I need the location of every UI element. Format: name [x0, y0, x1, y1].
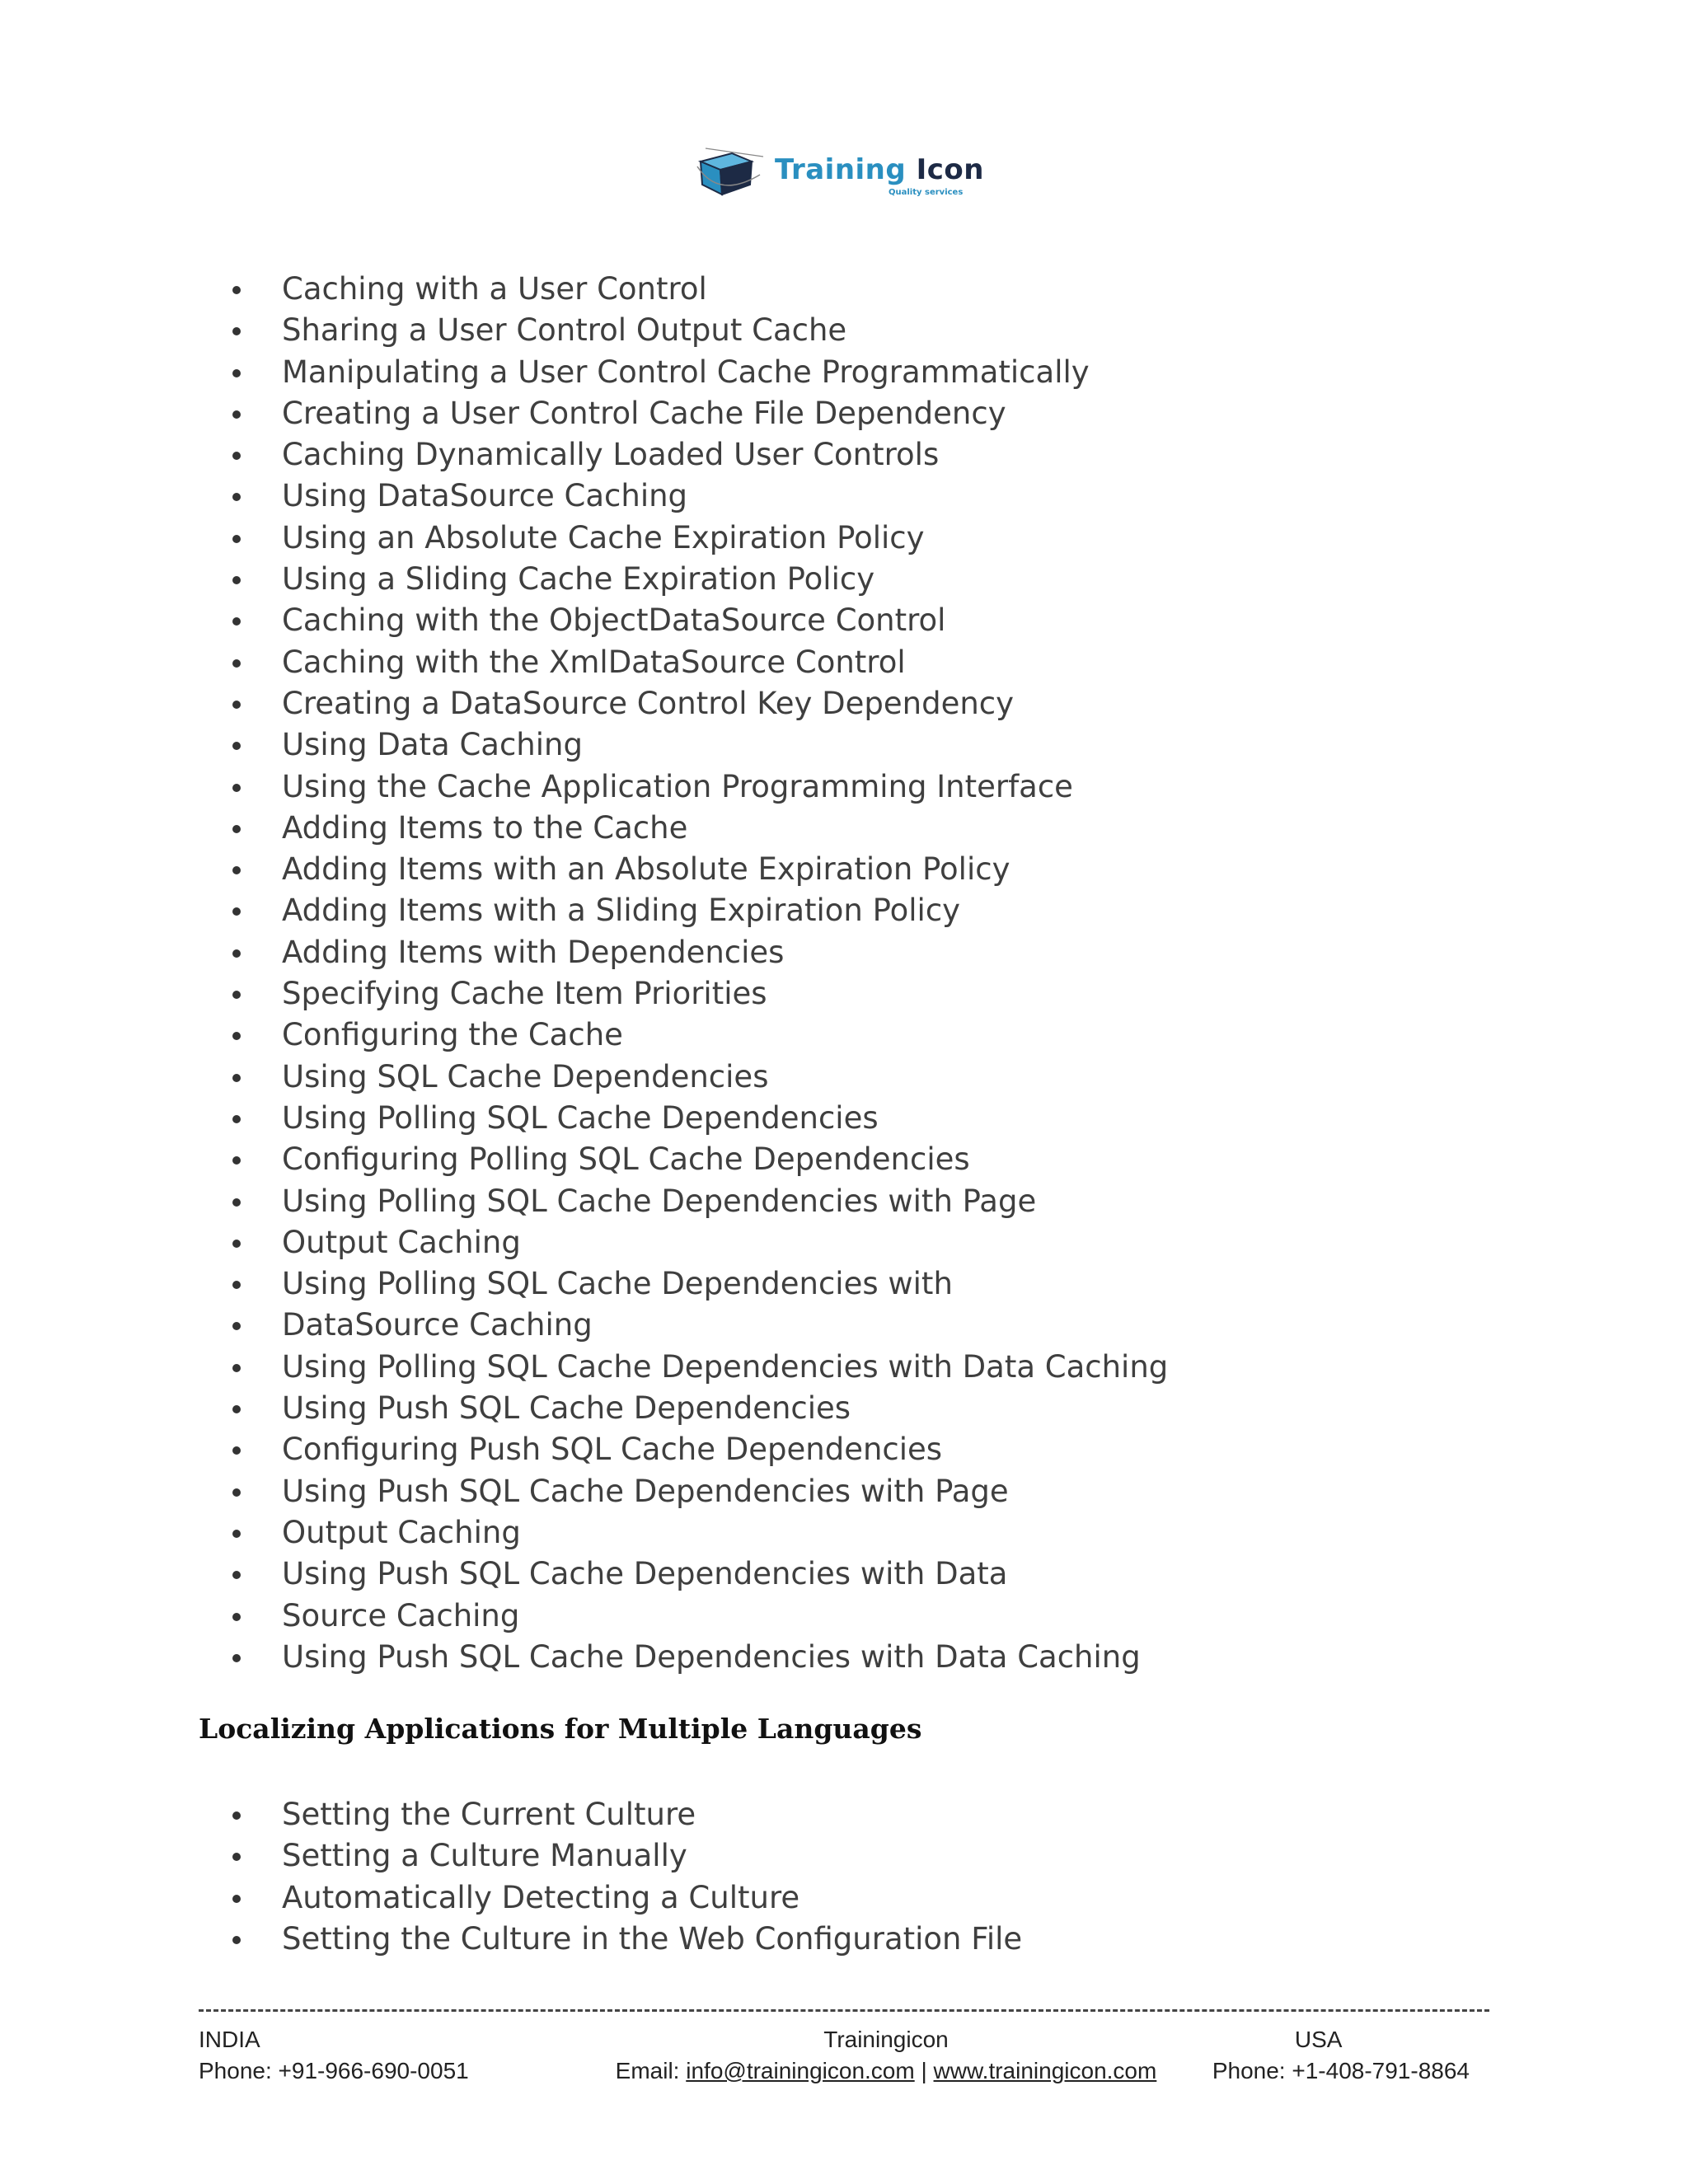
bullet-icon [232, 701, 241, 709]
bullet-icon [232, 1530, 241, 1538]
list-item-text: Using Polling SQL Cache Dependencies with Page [282, 1183, 1037, 1219]
bullet-icon [232, 742, 241, 750]
list-item [232, 766, 1168, 808]
bullet-icon [232, 1895, 241, 1903]
bullet-icon [232, 369, 241, 377]
list-item-text: Caching Dynamically Loaded User Controls [282, 437, 940, 473]
footer-usa [1212, 2024, 1470, 2087]
bullet-icon [232, 452, 241, 460]
list-item [232, 1305, 1168, 1346]
list-item [232, 559, 1168, 600]
logo-tagline: Quality services [889, 188, 964, 197]
footer-contact-line [598, 2055, 1175, 2087]
bullet-icon [232, 576, 241, 584]
list-item [232, 1919, 1022, 1960]
list-item-text: Using Push SQL Cache Dependencies with Data Caching [282, 1638, 1141, 1675]
list-item [232, 683, 1168, 724]
list-item [232, 1347, 1168, 1388]
bullet-icon [232, 1281, 241, 1289]
list-item [232, 724, 1168, 766]
bullet-icon [232, 1405, 241, 1413]
bullet-icon [232, 784, 241, 792]
bullet-icon [232, 1853, 241, 1861]
list-item [232, 310, 1168, 351]
logo-word-training: Training [775, 153, 907, 186]
training-icon-logo [694, 142, 984, 203]
bullet-icon [232, 949, 241, 958]
bullet-icon [232, 1240, 241, 1248]
list-item [232, 1835, 1022, 1877]
list-item [232, 352, 1168, 393]
logo-wordmark [775, 153, 984, 186]
bullet-icon [232, 535, 241, 543]
list-item-text: Using DataSource Caching [282, 478, 688, 514]
list-item-text: Automatically Detecting a Culture [282, 1879, 800, 1915]
list-item-text: Setting a Culture Manually [282, 1838, 687, 1874]
list-item-text: Output Caching [282, 1224, 521, 1260]
footer-india-phone: Phone: +91-966-690-0051 [199, 2058, 469, 2083]
list-item-text: DataSource Caching [282, 1307, 593, 1343]
bullet-icon [232, 1074, 241, 1082]
list-item-text: Configuring Push SQL Cache Dependencies [282, 1432, 943, 1468]
bullet-icon [232, 493, 241, 501]
bullet-icon [232, 1032, 241, 1040]
list-item [232, 808, 1168, 849]
list-item [232, 1222, 1168, 1263]
bullet-icon [232, 1936, 241, 1944]
bullet-icon [232, 1613, 241, 1621]
list-item [232, 1057, 1168, 1098]
list-item-text: Setting the Current Culture [282, 1797, 696, 1832]
list-item-text: Using Push SQL Cache Dependencies with Data [282, 1556, 1008, 1592]
bullet-icon [232, 1488, 241, 1497]
footer-company-name: Trainingicon [823, 2027, 949, 2052]
bullet-icon [232, 991, 241, 999]
list-item [232, 1181, 1168, 1222]
list-item-text: Adding Items with an Absolute Expiration Policy [282, 851, 1010, 888]
list-item-text: Using the Cache Application Programming Interface [282, 768, 1073, 804]
list-item [232, 269, 1168, 310]
footer-usa-phone: Phone: +1-408-791-8864 [1212, 2058, 1470, 2083]
bullet-icon [232, 907, 241, 916]
footer-email-link[interactable]: info@trainingicon.com [686, 2058, 915, 2083]
list-item-text: Using a Sliding Cache Expiration Policy [282, 561, 875, 598]
list-item [232, 393, 1168, 434]
list-item [232, 1596, 1168, 1637]
footer-contact [598, 2024, 1175, 2087]
footer-separator: | [914, 2058, 934, 2083]
bullet-icon [232, 1364, 241, 1372]
list-item [232, 890, 1168, 931]
list-item-text: Sharing a User Control Output Cache [282, 312, 847, 349]
bullet-icon [232, 1571, 241, 1579]
list-item [232, 1429, 1168, 1470]
footer-india [199, 2024, 469, 2087]
footer-website-link[interactable]: www.trainingicon.com [933, 2058, 1157, 2083]
footer-india-country: INDIA [199, 2027, 260, 2052]
list-item [232, 1794, 1022, 1835]
list-item [232, 1512, 1168, 1554]
list-item-text: Using Push SQL Cache Dependencies [282, 1390, 851, 1427]
list-item [232, 1388, 1168, 1429]
footer-email-label: Email: [615, 2058, 687, 2083]
list-item [232, 1554, 1168, 1595]
list-item-text: Using Push SQL Cache Dependencies with Page [282, 1473, 1009, 1509]
list-item-text: Output Caching [282, 1514, 521, 1550]
list-item-text: Manipulating a User Control Cache Programmatically [282, 354, 1090, 390]
bullet-icon [232, 825, 241, 833]
list-item-text: Using an Absolute Cache Expiration Policy [282, 519, 925, 555]
list-item [232, 1139, 1168, 1180]
section-heading-localizing: Localizing Applications for Multiple Languages [199, 1713, 922, 1745]
bullet-icon [232, 410, 241, 419]
list-item-text: Adding Items with Dependencies [282, 934, 785, 970]
list-item [232, 849, 1168, 890]
list-item-text: Specifying Cache Item Priorities [282, 976, 767, 1012]
bullet-icon [232, 1115, 241, 1123]
list-item-text: Using Polling SQL Cache Dependencies [282, 1099, 879, 1136]
list-item-text: Creating a DataSource Control Key Dependency [282, 685, 1015, 721]
list-item-text: Configuring the Cache [282, 1017, 623, 1053]
list-item [232, 1637, 1168, 1678]
list-item [232, 600, 1168, 641]
footer-divider [199, 2009, 1489, 2012]
list-item-text: Using SQL Cache Dependencies [282, 1058, 769, 1094]
bullet-icon [232, 1811, 241, 1820]
logo-word-icon: Icon [916, 153, 984, 186]
list-item-text: Caching with the XmlDataSource Control [282, 644, 906, 680]
list-item [232, 642, 1168, 683]
list-item [232, 476, 1168, 517]
list-item-text: Adding Items with a Sliding Expiration Policy [282, 893, 961, 929]
list-item-text: Using Data Caching [282, 727, 583, 763]
list-item [232, 1263, 1168, 1305]
list-item-text: Adding Items to the Cache [282, 809, 688, 846]
bullet-icon [232, 1322, 241, 1330]
bullet-icon [232, 617, 241, 626]
list-item-text: Creating a User Control Cache File Dependency [282, 395, 1006, 431]
list-item [232, 1877, 1022, 1919]
list-item-text: Setting the Culture in the Web Configuration File [282, 1920, 1023, 1957]
footer [199, 2024, 1489, 2090]
cube-logo-icon [694, 142, 770, 203]
bullet-icon [232, 1654, 241, 1662]
bullet-icon [232, 1446, 241, 1455]
list-item [232, 1098, 1168, 1139]
list-item-text: Configuring Polling SQL Cache Dependencies [282, 1141, 970, 1178]
list-item [232, 932, 1168, 973]
list-item [232, 973, 1168, 1015]
list-item-text: Source Caching [282, 1597, 520, 1633]
topic-list-caching [232, 269, 1168, 1678]
footer-usa-country: USA [1294, 2027, 1343, 2052]
list-item [232, 434, 1168, 476]
list-item-text: Caching with the ObjectDataSource Control [282, 602, 946, 639]
list-item [232, 518, 1168, 559]
bullet-icon [232, 286, 241, 294]
list-item-text: Caching with a User Control [282, 271, 707, 307]
list-item [232, 1471, 1168, 1512]
topic-list-localizing [232, 1794, 1022, 1960]
bullet-icon [232, 327, 241, 335]
bullet-icon [232, 1156, 241, 1165]
list-item-text: Using Polling SQL Cache Dependencies with [282, 1266, 953, 1302]
list-item-text: Using Polling SQL Cache Dependencies with Data Caching [282, 1348, 1169, 1385]
bullet-icon [232, 659, 241, 668]
bullet-icon [232, 1198, 241, 1207]
list-item [232, 1015, 1168, 1056]
bullet-icon [232, 866, 241, 874]
